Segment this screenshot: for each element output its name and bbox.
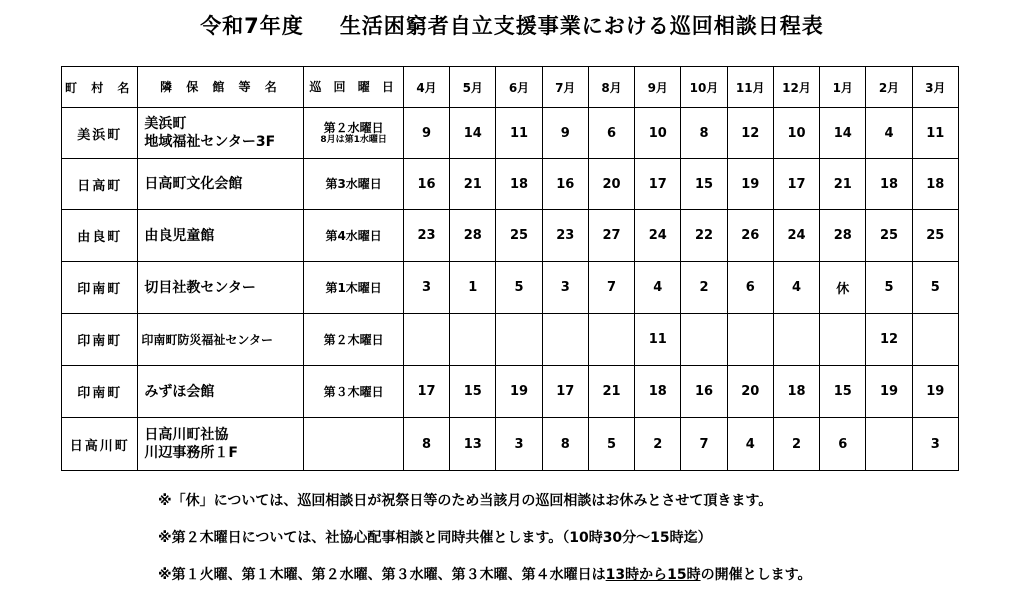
page-title xyxy=(0,10,1024,40)
date-cell: 16 xyxy=(681,366,727,418)
municipality-cell: 日高川町 xyxy=(62,418,138,471)
date-cell: 18 xyxy=(866,159,912,210)
date-cell: 17 xyxy=(403,366,449,418)
note-holiday: ※「休」については、巡回相談日が祝祭日等のため当該月の巡回相談はお休みとさせて頂きます。 xyxy=(158,493,773,509)
date-cell: 9 xyxy=(542,108,588,159)
weekday-label: 第３木曜日 xyxy=(323,384,384,399)
date-cell: 3 xyxy=(403,262,449,314)
date-cell: 8 xyxy=(681,108,727,159)
municipality-cell: 印南町 xyxy=(62,262,138,314)
table-row xyxy=(62,314,959,366)
header-month: 9月 xyxy=(635,67,681,108)
date-cell: 18 xyxy=(912,159,958,210)
note-hours-time: 13時から15時 xyxy=(605,567,701,583)
date-cell: 4 xyxy=(635,262,681,314)
date-cell: 2 xyxy=(773,418,819,471)
header-venue: 隣 保 館 等 名 xyxy=(138,67,304,108)
date-cell: 16 xyxy=(542,159,588,210)
note-hours xyxy=(158,564,811,584)
date-cell xyxy=(681,314,727,366)
note-thursday: ※第２木曜日については、社協心配事相談と同時共催とします。（10時30分～15時迄） xyxy=(158,530,712,546)
header-municipality: 町 村 名 xyxy=(62,67,138,108)
weekday-cell xyxy=(304,314,404,366)
venue-cell xyxy=(138,210,304,262)
header-month: 8月 xyxy=(588,67,634,108)
date-cell: 28 xyxy=(450,210,496,262)
date-cell: 11 xyxy=(635,314,681,366)
date-cell: 24 xyxy=(635,210,681,262)
weekday-cell xyxy=(304,108,404,159)
venue-cell xyxy=(138,262,304,314)
venue-line: 地域福祉センター3F xyxy=(144,134,276,150)
table-row xyxy=(62,210,959,262)
table-row xyxy=(62,108,959,159)
date-cell xyxy=(727,314,773,366)
date-cell: 5 xyxy=(866,262,912,314)
date-cell: 2 xyxy=(681,262,727,314)
date-cell: 4 xyxy=(773,262,819,314)
date-cell: 18 xyxy=(773,366,819,418)
date-cell: 27 xyxy=(588,210,634,262)
date-cell: 10 xyxy=(635,108,681,159)
date-cell: 8 xyxy=(403,418,449,471)
date-cell: 6 xyxy=(588,108,634,159)
date-cell: 21 xyxy=(588,366,634,418)
venue-line: 美浜町 xyxy=(144,116,187,132)
date-cell: 15 xyxy=(450,366,496,418)
date-cell: 18 xyxy=(635,366,681,418)
date-cell: 5 xyxy=(912,262,958,314)
date-cell: 7 xyxy=(681,418,727,471)
municipality-cell: 印南町 xyxy=(62,366,138,418)
venue-line: 川辺事務所１F xyxy=(144,445,238,461)
date-cell: 22 xyxy=(681,210,727,262)
header-month: 10月 xyxy=(681,67,727,108)
fiscal-year: 令和7年度 xyxy=(200,14,304,38)
date-cell: 28 xyxy=(820,210,866,262)
venue-cell xyxy=(138,418,304,471)
date-cell: 24 xyxy=(773,210,819,262)
municipality-cell: 美浜町 xyxy=(62,108,138,159)
date-cell: 7 xyxy=(588,262,634,314)
venue-line: 由良児童館 xyxy=(144,227,215,244)
date-cell: 23 xyxy=(403,210,449,262)
date-cell: 3 xyxy=(912,418,958,471)
header-month: 6月 xyxy=(496,67,542,108)
date-cell: 17 xyxy=(542,366,588,418)
date-cell: 休 xyxy=(820,262,866,314)
header-month: 2月 xyxy=(866,67,912,108)
date-cell: 15 xyxy=(820,366,866,418)
date-cell: 6 xyxy=(727,262,773,314)
date-cell: 5 xyxy=(496,262,542,314)
title-main: 生活困窮者自立支援事業における巡回相談日程表 xyxy=(339,14,824,38)
weekday-label: 第1木曜日 xyxy=(325,280,382,295)
weekday-cell xyxy=(304,418,404,471)
date-cell xyxy=(496,314,542,366)
venue-line: 切目社教センター xyxy=(144,279,256,296)
date-cell: 23 xyxy=(542,210,588,262)
date-cell: 2 xyxy=(635,418,681,471)
municipality-cell: 由良町 xyxy=(62,210,138,262)
header-month: 5月 xyxy=(450,67,496,108)
venue-cell xyxy=(138,366,304,418)
date-cell: 3 xyxy=(542,262,588,314)
weekday-cell xyxy=(304,210,404,262)
weekday-note: 8月は第1水曜日 xyxy=(320,134,387,145)
date-cell xyxy=(588,314,634,366)
table-row xyxy=(62,418,959,471)
date-cell: 14 xyxy=(820,108,866,159)
date-cell xyxy=(542,314,588,366)
date-cell: 3 xyxy=(496,418,542,471)
date-cell xyxy=(403,314,449,366)
date-cell: 20 xyxy=(588,159,634,210)
header-month: 1月 xyxy=(820,67,866,108)
date-cell xyxy=(450,314,496,366)
date-cell: 16 xyxy=(403,159,449,210)
header-month: 11月 xyxy=(727,67,773,108)
date-cell xyxy=(866,418,912,471)
venue-line: 日高町文化会館 xyxy=(144,176,243,192)
venue-cell xyxy=(138,108,304,159)
date-cell: 25 xyxy=(912,210,958,262)
date-cell: 11 xyxy=(912,108,958,159)
date-cell: 9 xyxy=(403,108,449,159)
date-cell: 14 xyxy=(450,108,496,159)
date-cell: 18 xyxy=(496,159,542,210)
date-cell: 26 xyxy=(727,210,773,262)
date-cell: 5 xyxy=(588,418,634,471)
date-cell xyxy=(773,314,819,366)
venue-line: 印南町防災福祉センター xyxy=(141,332,273,347)
date-cell: 8 xyxy=(542,418,588,471)
weekday-cell xyxy=(304,262,404,314)
date-cell: 11 xyxy=(496,108,542,159)
date-cell: 21 xyxy=(820,159,866,210)
table-header-row xyxy=(62,67,959,108)
table-row xyxy=(62,262,959,314)
date-cell: 19 xyxy=(912,366,958,418)
date-cell: 13 xyxy=(450,418,496,471)
date-cell: 12 xyxy=(727,108,773,159)
note-hours-post: の開催とします。 xyxy=(700,567,812,583)
weekday-label: 第4水曜日 xyxy=(325,228,382,243)
date-cell: 4 xyxy=(866,108,912,159)
date-cell: 19 xyxy=(496,366,542,418)
date-cell: 17 xyxy=(635,159,681,210)
header-month: 12月 xyxy=(773,67,819,108)
municipality-cell: 印南町 xyxy=(62,314,138,366)
weekday-label: 第２木曜日 xyxy=(323,332,384,347)
weekday-label: 第２水曜日 xyxy=(323,120,384,135)
venue-line: みずほ会館 xyxy=(144,383,215,400)
date-cell: 17 xyxy=(773,159,819,210)
date-cell: 25 xyxy=(866,210,912,262)
date-cell: 21 xyxy=(450,159,496,210)
header-month: 4月 xyxy=(403,67,449,108)
date-cell: 6 xyxy=(820,418,866,471)
date-cell xyxy=(820,314,866,366)
date-cell: 19 xyxy=(727,159,773,210)
date-cell: 1 xyxy=(450,262,496,314)
weekday-cell xyxy=(304,366,404,418)
table-row xyxy=(62,159,959,210)
municipality-cell: 日高町 xyxy=(62,159,138,210)
note-hours-pre: ※第１火曜、第１木曜、第２水曜、第３水曜、第３木曜、第４水曜日は xyxy=(158,567,606,583)
date-cell: 19 xyxy=(866,366,912,418)
date-cell: 4 xyxy=(727,418,773,471)
date-cell: 20 xyxy=(727,366,773,418)
weekday-label: 第3水曜日 xyxy=(325,177,382,191)
header-month: 7月 xyxy=(542,67,588,108)
venue-line: 日高川町社協 xyxy=(144,427,229,443)
date-cell: 25 xyxy=(496,210,542,262)
header-weekday: 巡 回 曜 日 xyxy=(304,67,404,108)
date-cell: 10 xyxy=(773,108,819,159)
header-month: 3月 xyxy=(912,67,958,108)
venue-cell xyxy=(138,314,304,366)
date-cell: 15 xyxy=(681,159,727,210)
date-cell: 12 xyxy=(866,314,912,366)
table-row xyxy=(62,366,959,418)
date-cell xyxy=(912,314,958,366)
schedule-table xyxy=(61,66,959,471)
weekday-cell xyxy=(304,159,404,210)
venue-cell xyxy=(138,159,304,210)
